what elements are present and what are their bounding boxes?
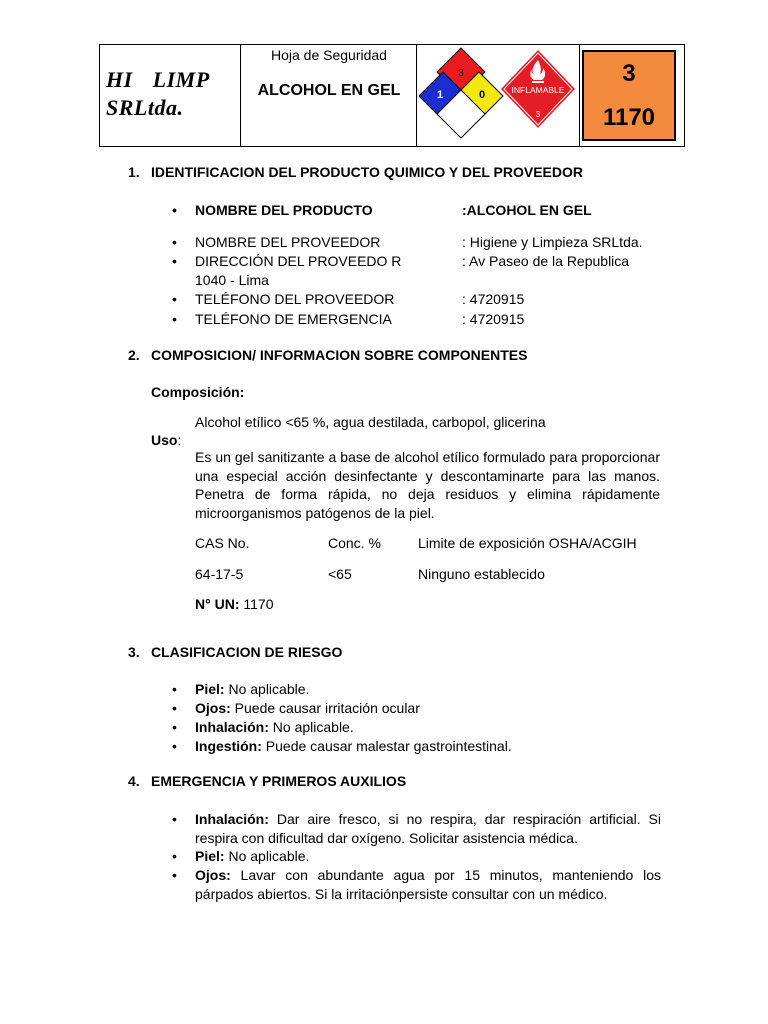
bullet: • xyxy=(172,700,177,716)
bullet: • xyxy=(172,311,177,327)
section-title: IDENTIFICACION DEL PRODUCTO QUIMICO Y DEL PROVEEDOR xyxy=(151,164,583,180)
bullet: • xyxy=(172,867,177,883)
supplier-name-value: : Higiene y Limpieza SRLtda. xyxy=(462,234,643,250)
un-number: 1170 xyxy=(602,104,656,131)
bullet: • xyxy=(172,848,177,864)
placard-label: INFLAMABLE xyxy=(511,85,565,95)
bullet: • xyxy=(172,681,177,697)
use-label xyxy=(151,431,181,450)
company-logo xyxy=(106,66,241,122)
header-divider xyxy=(579,44,580,147)
risk-text: Puede causar irritación ocular xyxy=(230,700,420,716)
table-header-cas: CAS No. xyxy=(195,535,250,551)
section-title: COMPOSICION/ INFORMACION SOBRE COMPONENTES xyxy=(151,347,528,363)
supplier-address-label-line2: 1040 - Lima xyxy=(195,272,269,288)
first-aid-label: Piel: xyxy=(195,848,225,864)
risk-text: Puede causar malestar gastrointestinal. xyxy=(261,738,512,754)
un-number-panel xyxy=(582,50,676,141)
bullet: • xyxy=(172,738,177,754)
use-description: Es un gel sanitizante a base de alcohol etílico formulado para proporcionar una especial acción desinfectante y descontaminarte para las manos. Penetra de forma rápida, no deja residuos y elimina rápidamente microorganismos patógenos de la piel. xyxy=(195,449,660,522)
first-aid-label: Ojos: xyxy=(195,867,231,883)
nfpa-diamond xyxy=(419,48,503,138)
company-name-line2: SRLtda. xyxy=(106,95,184,120)
bullet: • xyxy=(172,202,177,218)
bullet: • xyxy=(172,811,177,827)
first-aid-description: Dar aire fresco, si no respira, dar respiración artificial. Si respira con dificultad dar oxígeno. Solicitar asistencia médica. xyxy=(195,811,661,846)
table-cell-limit: Ninguno establecido xyxy=(418,566,545,582)
nfpa-fire-value: 3 xyxy=(458,68,464,79)
first-aid-text xyxy=(195,866,661,904)
bullet: • xyxy=(172,291,177,307)
risk-label: Ingestión: xyxy=(195,738,262,754)
section-number: 1. xyxy=(128,164,140,180)
header-divider xyxy=(416,44,417,147)
bullet: • xyxy=(172,719,177,735)
table-cell-conc: <65 xyxy=(328,566,352,582)
section-title: EMERGENCIA Y PRIMEROS AUXILIOS xyxy=(151,773,407,789)
risk-label: Piel: xyxy=(195,681,225,697)
supplier-phone-label: TELÉFONO DEL PROVEEDOR xyxy=(195,291,395,307)
emergency-phone-label: TELÉFONO DE EMERGENCIA xyxy=(195,311,392,327)
use-label-colon: : xyxy=(177,432,182,448)
composition-label: Composición: xyxy=(151,384,245,400)
supplier-phone-value: : 4720915 xyxy=(462,291,525,307)
emergency-phone-value: : 4720915 xyxy=(462,311,525,327)
supplier-name-label: NOMBRE DEL PROVEEDOR xyxy=(195,234,381,250)
un-number-label: N° UN: xyxy=(195,596,240,612)
hazard-symbols xyxy=(419,44,579,147)
bullet: • xyxy=(172,234,177,250)
un-number-value: 1170 xyxy=(239,596,274,612)
hazard-symbols-svg xyxy=(419,44,579,147)
section-heading xyxy=(128,164,583,180)
placard-class: 3 xyxy=(535,110,541,119)
use-label-text: Uso xyxy=(151,432,178,448)
risk-label: Inhalación: xyxy=(195,719,269,735)
risk-text: No aplicable. xyxy=(268,719,354,735)
nfpa-reactivity-value: 0 xyxy=(478,89,486,101)
product-title: ALCOHOL EN GEL xyxy=(257,82,401,99)
section-number: 4. xyxy=(128,773,140,789)
first-aid-description: Lavar con abundante agua por 15 minutos, manteniendo los párpados abiertos. Si la irritaciónpersiste consultar con un médico. xyxy=(195,867,661,902)
bullet: • xyxy=(172,253,177,269)
risk-label: Ojos: xyxy=(195,700,231,716)
flammable-placard xyxy=(500,49,576,129)
section-number: 3. xyxy=(128,644,140,660)
section-title: CLASIFICACION DE RIESGO xyxy=(151,644,343,660)
flame-base xyxy=(532,81,544,83)
section-heading xyxy=(128,773,406,789)
risk-text: No aplicable. xyxy=(224,681,310,697)
supplier-address-value: : Av Paseo de la Republica xyxy=(462,253,630,269)
section-number: 2. xyxy=(128,347,140,363)
nfpa-health-value: 1 xyxy=(436,89,444,101)
product-name-value: :ALCOHOL EN GEL xyxy=(462,202,592,218)
table-header-limit: Limite de exposición OSHA/ACGIH xyxy=(418,535,637,551)
hazard-class-number: 3 xyxy=(622,60,636,87)
un-number-line xyxy=(195,595,273,614)
company-name-line1: HI LIMP xyxy=(106,67,210,92)
section-heading xyxy=(128,644,342,660)
first-aid-text xyxy=(195,810,661,848)
document-type: Hoja de Seguridad xyxy=(271,47,387,63)
table-cell-cas: 64-17-5 xyxy=(195,566,244,582)
product-name-label: NOMBRE DEL PRODUCTO xyxy=(195,202,373,218)
first-aid-description: No aplicable. xyxy=(224,848,310,864)
composition-text: Alcohol etílico <65 %, agua destilada, carbopol, glicerina xyxy=(195,414,546,430)
first-aid-label: Inhalación: xyxy=(195,811,269,827)
section-heading xyxy=(128,347,527,363)
supplier-address-label: DIRECCIÓN DEL PROVEEDO R xyxy=(195,253,402,269)
table-header-conc: Conc. % xyxy=(328,535,381,551)
